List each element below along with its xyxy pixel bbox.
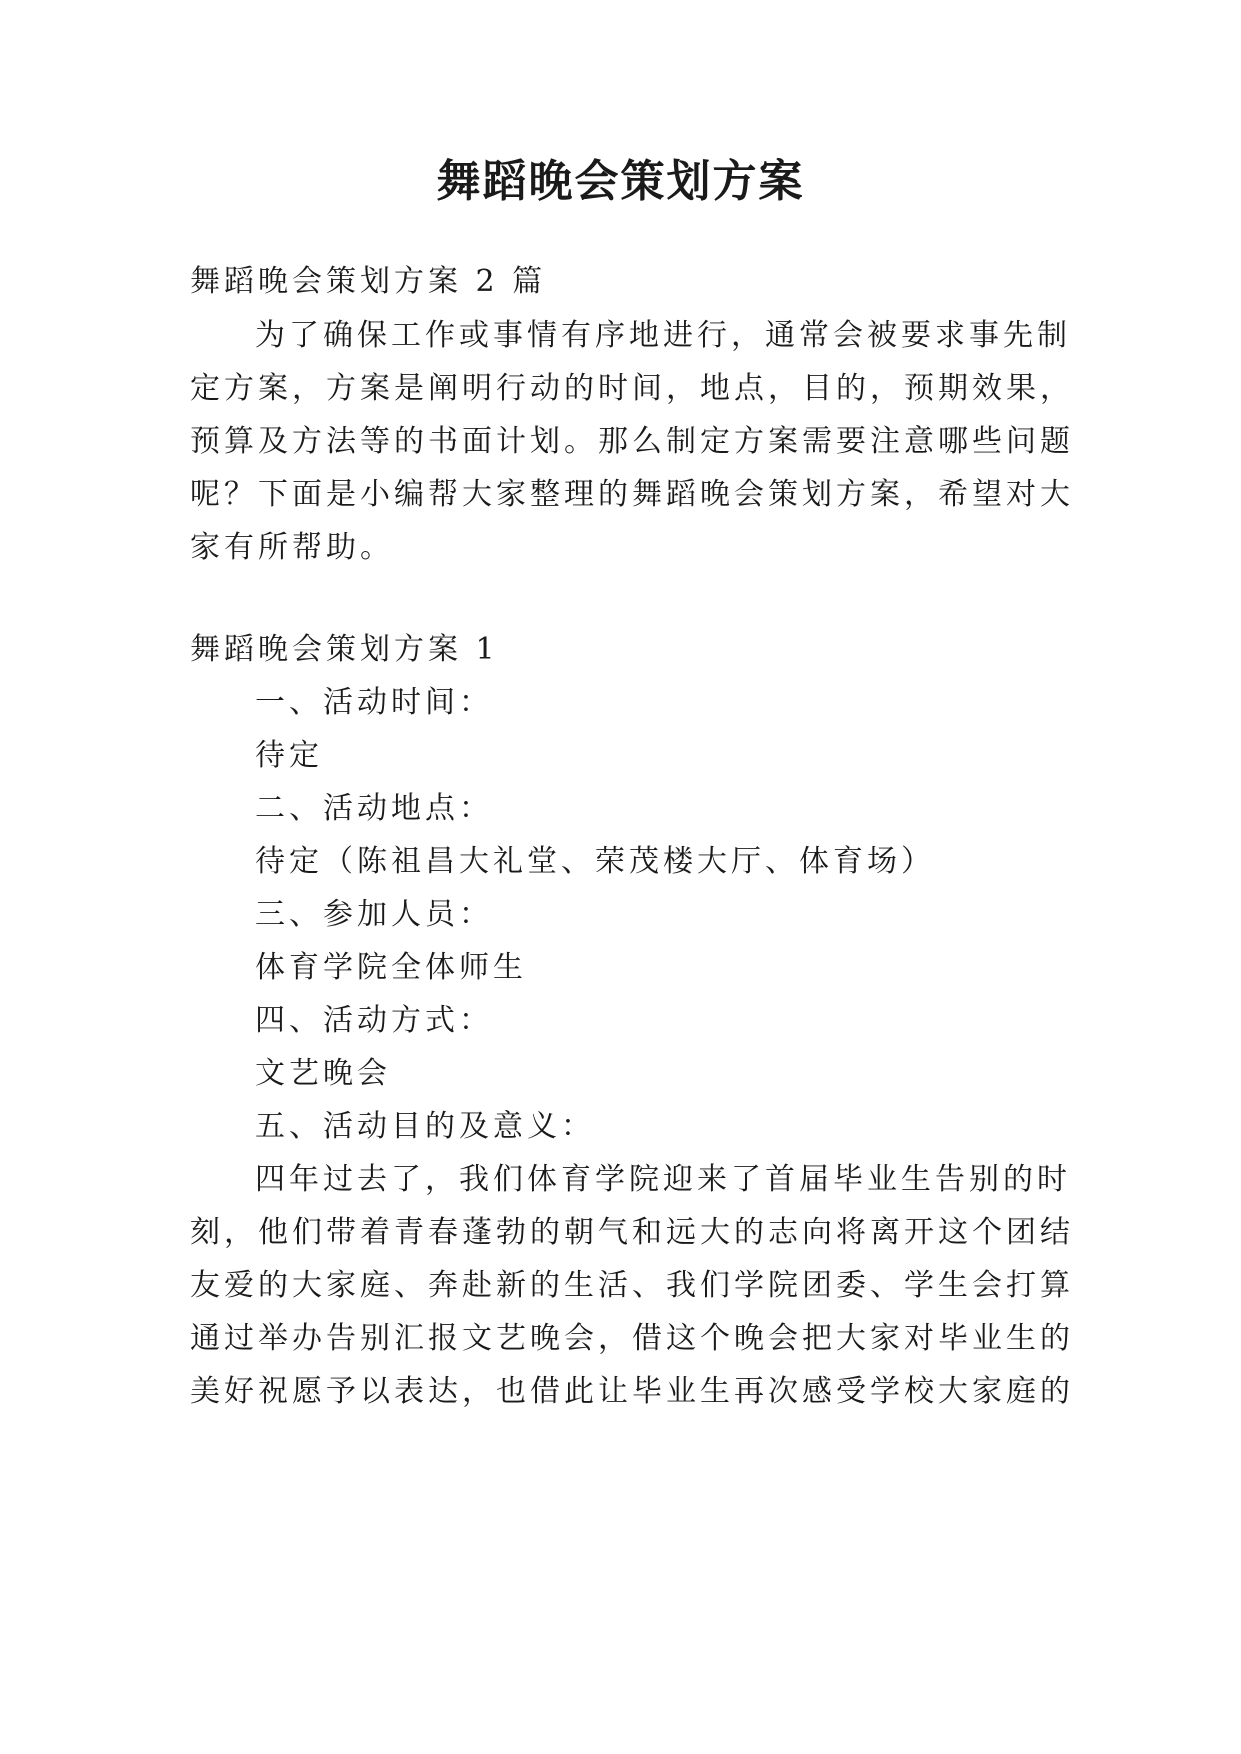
item-value: 文艺晚会 [255,1056,391,1091]
item-value: 待定 [255,738,323,773]
intro-line: 定方案，方案是阐明行动的时间，地点，目的，预期效果， [190,371,1074,406]
item-heading: 三、参加人员： [255,897,493,932]
intro-line: 呢？下面是小编帮大家整理的舞蹈晚会策划方案，希望对大 [190,477,1074,512]
purpose-line: 四年过去了，我们体育学院迎来了首届毕业生告别的时 [255,1162,1071,1197]
intro-line: 预算及方法等的书面计划。那么制定方案需要注意哪些问题 [190,424,1074,459]
item-value: 体育学院全体师生 [255,950,527,985]
item-heading: 四、活动方式： [255,1003,493,1038]
intro-line: 家有所帮助。 [190,530,394,565]
purpose-line: 友爱的大家庭、奔赴新的生活、我们学院团委、学生会打算 [190,1268,1074,1303]
item-heading: 二、活动地点： [255,791,493,826]
intro-line: 为了确保工作或事情有序地进行，通常会被要求事先制 [255,318,1071,353]
document-title: 舞蹈晚会策划方案 [436,156,805,207]
purpose-line: 通过举办告别汇报文艺晚会，借这个晚会把大家对毕业生的 [190,1321,1074,1356]
item-heading: 一、活动时间： [255,685,493,720]
purpose-line: 美好祝愿予以表达，也借此让毕业生再次感受学校大家庭的 [190,1374,1074,1409]
document-subtitle: 舞蹈晚会策划方案 2 篇 [190,264,547,299]
section-heading: 舞蹈晚会策划方案 1 [190,632,499,667]
item-value: 待定（陈祖昌大礼堂、荣茂楼大厅、体育场） [255,844,935,879]
item-heading: 五、活动目的及意义： [255,1109,595,1144]
purpose-line: 刻，他们带着青春蓬勃的朝气和远大的志向将离开这个团结 [190,1215,1074,1250]
